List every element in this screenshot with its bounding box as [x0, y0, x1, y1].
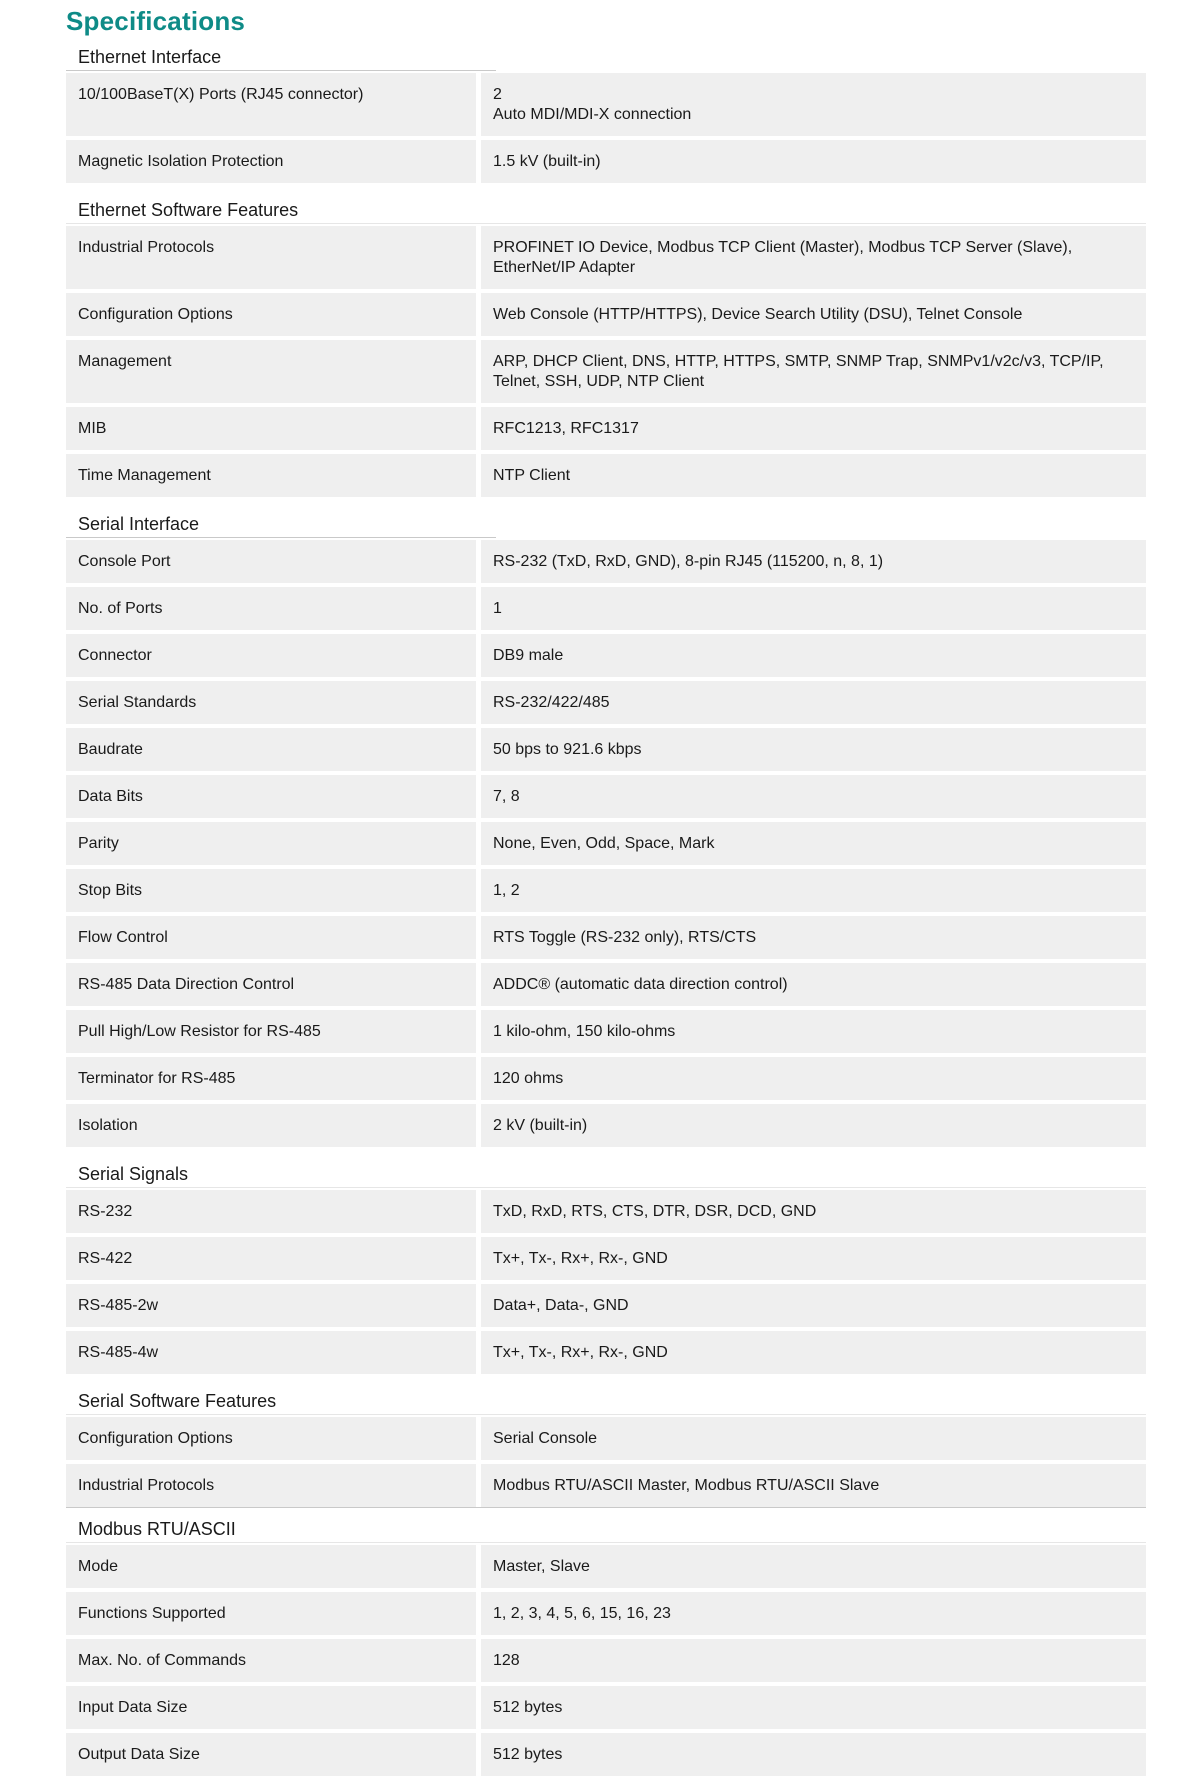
spec-label: Time Management [66, 454, 476, 497]
spec-label: RS-232 [66, 1190, 476, 1233]
spec-row [66, 226, 1146, 289]
spec-value: 1 [481, 587, 1146, 630]
spec-label: Isolation [66, 1104, 476, 1147]
spec-label: RS-485 Data Direction Control [66, 963, 476, 1006]
spec-section [66, 1159, 1146, 1374]
spec-section [66, 1514, 1146, 1776]
spec-label: No. of Ports [66, 587, 476, 630]
spec-label: Industrial Protocols [66, 226, 476, 289]
spec-value: 128 [481, 1639, 1146, 1682]
spec-value: ARP, DHCP Client, DNS, HTTP, HTTPS, SMTP, SNMP Trap, SNMPv1/v2c/v3, TCP/IP, Telnet, SSH, UDP, NTP Client [481, 340, 1146, 403]
spec-label: Terminator for RS-485 [66, 1057, 476, 1100]
spec-row [66, 1639, 1146, 1682]
spec-row [66, 1284, 1146, 1327]
specifications-content [66, 42, 1146, 1788]
spec-label: Functions Supported [66, 1592, 476, 1635]
spec-row [66, 587, 1146, 630]
spec-row [66, 1464, 1146, 1507]
spec-value: 2 Auto MDI/MDI-X connection [481, 73, 1146, 136]
spec-label: Magnetic Isolation Protection [66, 140, 476, 183]
spec-section [66, 42, 1146, 183]
spec-label: Console Port [66, 540, 476, 583]
spec-row [66, 869, 1146, 912]
spec-label: MIB [66, 407, 476, 450]
spec-label: Connector [66, 634, 476, 677]
spec-row [66, 634, 1146, 677]
spec-section [66, 1386, 1146, 1508]
spec-value: 1, 2 [481, 869, 1146, 912]
spec-label: Industrial Protocols [66, 1464, 476, 1507]
spec-value: Tx+, Tx-, Rx+, Rx-, GND [481, 1237, 1146, 1280]
spec-value: PROFINET IO Device, Modbus TCP Client (Master), Modbus TCP Server (Slave), EtherNet/IP Adapter [481, 226, 1146, 289]
section-heading: Serial Signals [66, 1159, 1146, 1188]
spec-row [66, 293, 1146, 336]
spec-label: Output Data Size [66, 1733, 476, 1776]
spec-label: Data Bits [66, 775, 476, 818]
spec-row [66, 728, 1146, 771]
spec-row [66, 775, 1146, 818]
spec-row [66, 454, 1146, 497]
spec-value: NTP Client [481, 454, 1146, 497]
spec-value: None, Even, Odd, Space, Mark [481, 822, 1146, 865]
spec-value: RS-232/422/485 [481, 681, 1146, 724]
spec-value: 512 bytes [481, 1733, 1146, 1776]
spec-row [66, 73, 1146, 136]
spec-row [66, 1104, 1146, 1147]
spec-row [66, 540, 1146, 583]
spec-label: Mode [66, 1545, 476, 1588]
spec-value: Modbus RTU/ASCII Master, Modbus RTU/ASCII Slave [481, 1464, 1146, 1507]
spec-row [66, 340, 1146, 403]
spec-row [66, 1190, 1146, 1233]
section-heading: Ethernet Interface [66, 42, 496, 71]
spec-label: Input Data Size [66, 1686, 476, 1729]
spec-value: 120 ohms [481, 1057, 1146, 1100]
spec-label: Configuration Options [66, 1417, 476, 1460]
spec-value: 50 bps to 921.6 kbps [481, 728, 1146, 771]
spec-label: Management [66, 340, 476, 403]
spec-value: 1.5 kV (built-in) [481, 140, 1146, 183]
spec-value: 512 bytes [481, 1686, 1146, 1729]
spec-row [66, 1010, 1146, 1053]
spec-label: Configuration Options [66, 293, 476, 336]
spec-value: TxD, RxD, RTS, CTS, DTR, DSR, DCD, GND [481, 1190, 1146, 1233]
spec-row [66, 1545, 1146, 1588]
spec-row [66, 1733, 1146, 1776]
spec-value: RFC1213, RFC1317 [481, 407, 1146, 450]
spec-label: RS-422 [66, 1237, 476, 1280]
spec-row [66, 1686, 1146, 1729]
spec-value: Data+, Data-, GND [481, 1284, 1146, 1327]
spec-value: Web Console (HTTP/HTTPS), Device Search Utility (DSU), Telnet Console [481, 293, 1146, 336]
spec-value: 7, 8 [481, 775, 1146, 818]
spec-row [66, 1057, 1146, 1100]
section-heading: Serial Interface [66, 509, 496, 538]
section-heading: Ethernet Software Features [66, 195, 1146, 224]
spec-label: Max. No. of Commands [66, 1639, 476, 1682]
spec-label: Parity [66, 822, 476, 865]
section-heading: Modbus RTU/ASCII [66, 1514, 1146, 1543]
spec-value: 1 kilo-ohm, 150 kilo-ohms [481, 1010, 1146, 1053]
spec-row [66, 1237, 1146, 1280]
spec-label: Baudrate [66, 728, 476, 771]
spec-row [66, 1417, 1146, 1460]
spec-row [66, 822, 1146, 865]
spec-section [66, 195, 1146, 497]
spec-row [66, 916, 1146, 959]
spec-value: 2 kV (built-in) [481, 1104, 1146, 1147]
spec-label: Stop Bits [66, 869, 476, 912]
spec-row [66, 407, 1146, 450]
section-heading: Serial Software Features [66, 1386, 1146, 1415]
spec-row [66, 1331, 1146, 1374]
spec-value: Tx+, Tx-, Rx+, Rx-, GND [481, 1331, 1146, 1374]
spec-row [66, 140, 1146, 183]
spec-value: Master, Slave [481, 1545, 1146, 1588]
spec-label: RS-485-2w [66, 1284, 476, 1327]
spec-row [66, 963, 1146, 1006]
spec-label: RS-485-4w [66, 1331, 476, 1374]
spec-row [66, 1592, 1146, 1635]
spec-value: RTS Toggle (RS-232 only), RTS/CTS [481, 916, 1146, 959]
spec-label: 10/100BaseT(X) Ports (RJ45 connector) [66, 73, 476, 136]
spec-value: ADDC® (automatic data direction control) [481, 963, 1146, 1006]
spec-label: Serial Standards [66, 681, 476, 724]
spec-label: Pull High/Low Resistor for RS-485 [66, 1010, 476, 1053]
spec-section [66, 509, 1146, 1147]
page-title: Specifications [66, 6, 246, 36]
spec-label: Flow Control [66, 916, 476, 959]
spec-value: DB9 male [481, 634, 1146, 677]
spec-value: Serial Console [481, 1417, 1146, 1460]
spec-row [66, 681, 1146, 724]
spec-value: 1, 2, 3, 4, 5, 6, 15, 16, 23 [481, 1592, 1146, 1635]
spec-value: RS-232 (TxD, RxD, GND), 8-pin RJ45 (115200, n, 8, 1) [481, 540, 1146, 583]
